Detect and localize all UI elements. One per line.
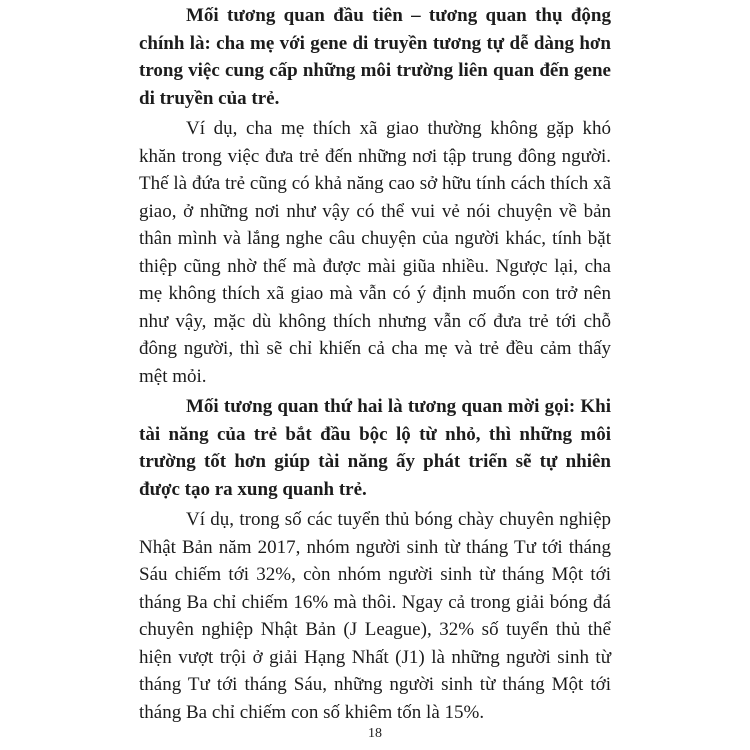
page-content <box>139 2 611 729</box>
paragraph-passive-correlation: Mối tương quan đầu tiên – tương quan thụ động chính là: cha mẹ với gene di truyền tương tự dễ dàng hơn trong việc cung cấp những môi trường liên quan đến gene di truyền của trẻ. <box>139 5 611 109</box>
paragraph-evocative-correlation: Mối tương quan thứ hai là tương quan mời gọi: Khi tài năng của trẻ bắt đầu bộc lộ từ nhỏ, thì những môi trường tốt hơn giúp tài năng ấy phát triển sẽ tự nhiên được tạo ra xung quanh trẻ. <box>139 396 611 500</box>
paragraph-passive-example: Ví dụ, cha mẹ thích xã giao thường không gặp khó khăn trong việc đưa trẻ đến những nơi tập trung đông người. Thế là đứa trẻ cũng có khả năng cao sở hữu tính cách thích xã giao, ở những nơi như vậy có thể vui vẻ nói chuyện về bản thân mình và lắng nghe câu chuyện của người khác, tính bặt thiệp cũng nhờ thế mà được mài giũa nhiều. Ngược lại, cha mẹ không thích xã giao mà vẫn có ý định muốn con trở nên như vậy, mặc dù không thích nhưng vẫn cố đưa trẻ tới chỗ đông người, thì sẽ chỉ khiến cả cha mẹ và trẻ đều cảm thấy mệt mỏi. <box>139 118 611 387</box>
page-number: 18 <box>368 726 382 741</box>
paragraph-evocative-example: Ví dụ, trong số các tuyển thủ bóng chày chuyên nghiệp Nhật Bản năm 2017, nhóm người sinh từ tháng Tư tới tháng Sáu chiếm tới 32%, còn nhóm người sinh từ tháng Một tới tháng Ba chỉ chiếm 16% mà thôi. Ngay cả trong giải bóng đá chuyên nghiệp Nhật Bản (J League), 32% số tuyển thủ thể hiện vượt trội ở giải Hạng Nhất (J1) là những người sinh từ tháng Tư tới tháng Sáu, những người sinh từ tháng Một tới tháng Ba chỉ chiếm con số khiêm tốn là 15%. <box>139 509 611 723</box>
